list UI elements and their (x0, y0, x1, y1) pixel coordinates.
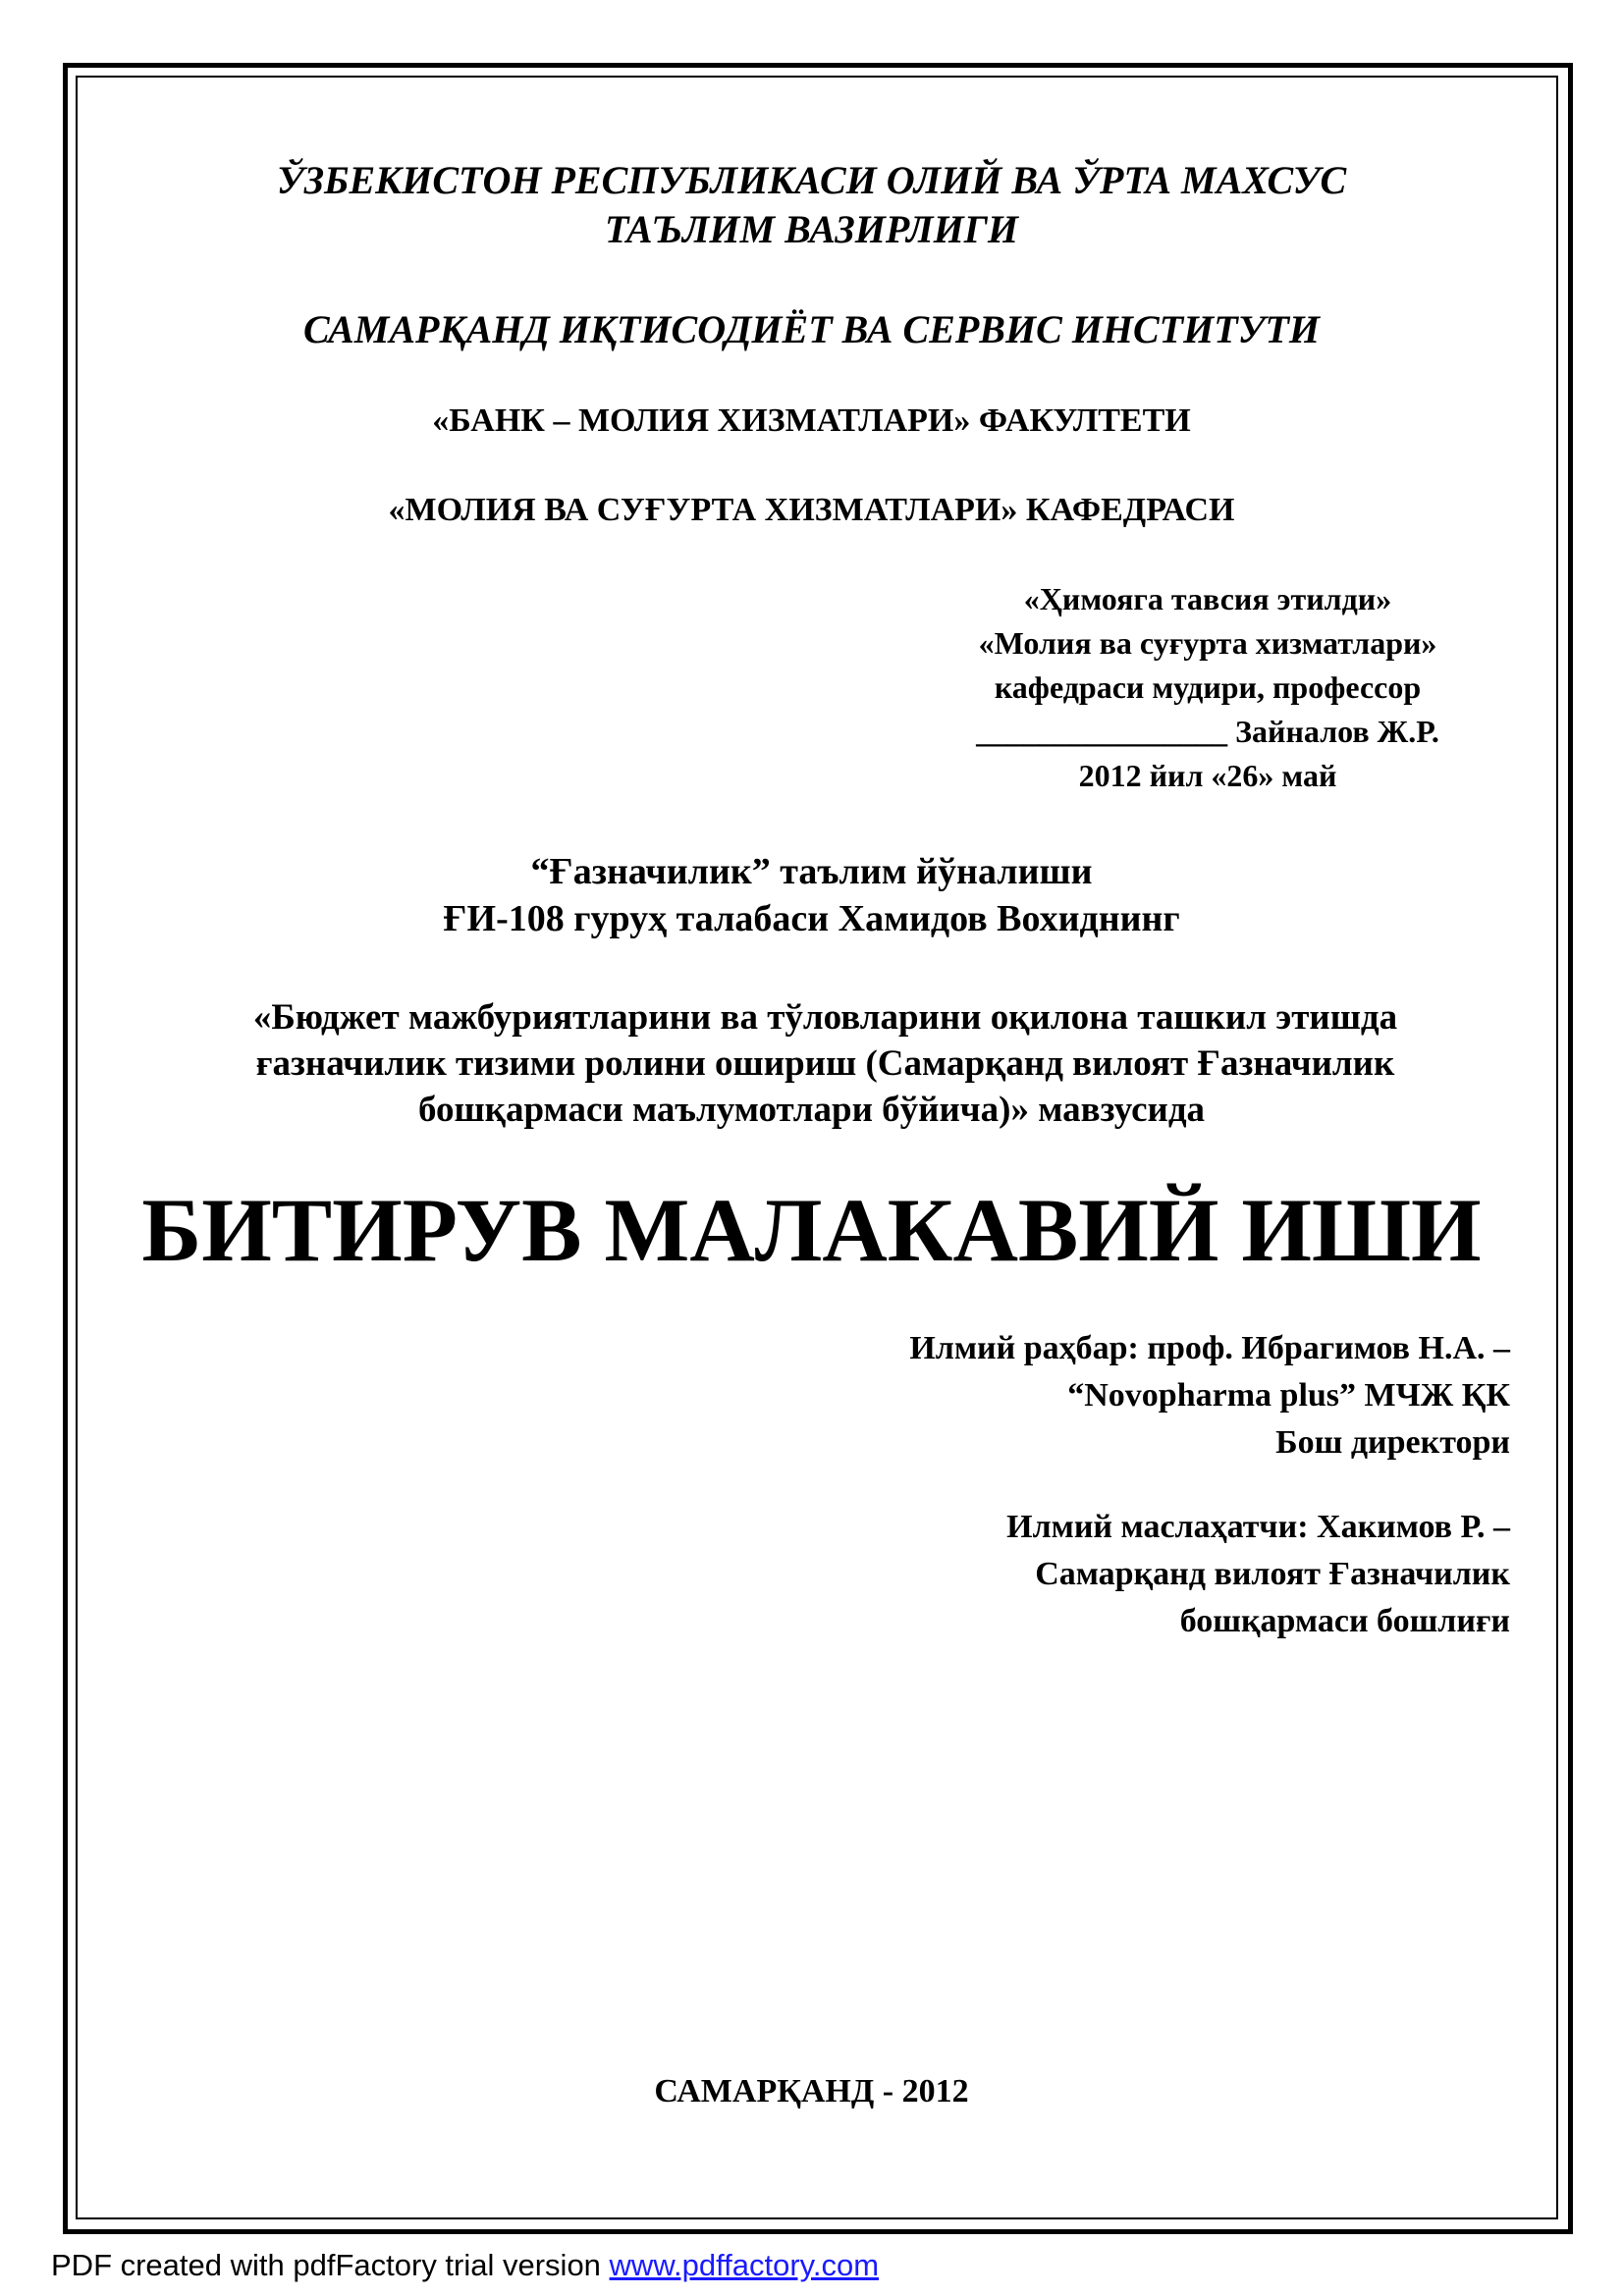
consultant-line-2: Самарқанд вилоят Ғазначилик (1035, 1556, 1510, 1592)
ministry-line-1: ЎЗБЕКИСТОН РЕСПУБЛИКАСИ ОЛИЙ ВА ЎРТА МАХСУС (276, 158, 1347, 202)
approval-line-1: «Ҳимояга тавсия этилди» (1023, 581, 1392, 616)
document-title: БИТИРУВ МАЛАКАВИЙ ИШИ (141, 1180, 1482, 1280)
place-and-year: САМАРҚАНД - 2012 (654, 2073, 969, 2109)
supervisor-line-3: Бош директори (1275, 1424, 1510, 1461)
supervisor-line-1: Илмий раҳбар: проф. Ибрагимов Н.А. – (909, 1330, 1510, 1366)
topic-line-3: бошқармаси маълумотлари бўйича)» мавзусида (417, 1090, 1206, 1130)
faculty-name: «БАНК – МОЛИЯ ХИЗМАТЛАРИ» ФАКУЛТЕТИ (432, 402, 1191, 439)
pdf-footer (51, 2248, 879, 2283)
consultant-line-3: бошқармаси бошлиғи (1179, 1603, 1510, 1639)
institute-name: САМАРҚАНД ИҚТИСОДИЁТ ВА СЕРВИС ИНСТИТУТИ (302, 307, 1321, 351)
topic-line-1: «Бюджет мажбуриятларини ва тўловларини оқилона ташкил этишда (252, 997, 1398, 1038)
approval-signature-line: ________________ Зайналов Ж.Р. (976, 714, 1439, 749)
student-group-name: ҒИ-108 гуруҳ талабаси Хамидов Вохиднинг (443, 898, 1180, 939)
footer-text: PDF created with pdfFactory trial version (51, 2248, 610, 2282)
ministry-line-2: ТАЪЛИМ ВАЗИРЛИГИ (604, 207, 1019, 251)
footer-link[interactable]: www.pdffactory.com (609, 2248, 880, 2282)
supervisor-line-2: “Novopharma plus” МЧЖ ҚК (1067, 1377, 1510, 1414)
approval-line-3: кафедраси мудири, профессор (994, 669, 1422, 705)
department-name: «МОЛИЯ ВА СУҒУРТА ХИЗМАТЛАРИ» КАФЕДРАСИ (388, 492, 1235, 528)
approval-date: 2012 йил «26» май (1078, 758, 1337, 793)
consultant-line-1: Илмий маслаҳатчи: Хакимов Р. – (1006, 1509, 1510, 1545)
page-border-inner (76, 76, 1558, 2219)
approval-line-2: «Молия ва суғурта хизматлари» (978, 625, 1437, 661)
student-specialty: “Ғазначилик” таълим йўналиши (530, 851, 1093, 892)
topic-line-2: ғазначилик тизими ролини ошириш (Самарқанд вилоят Ғазначилик (255, 1043, 1395, 1084)
